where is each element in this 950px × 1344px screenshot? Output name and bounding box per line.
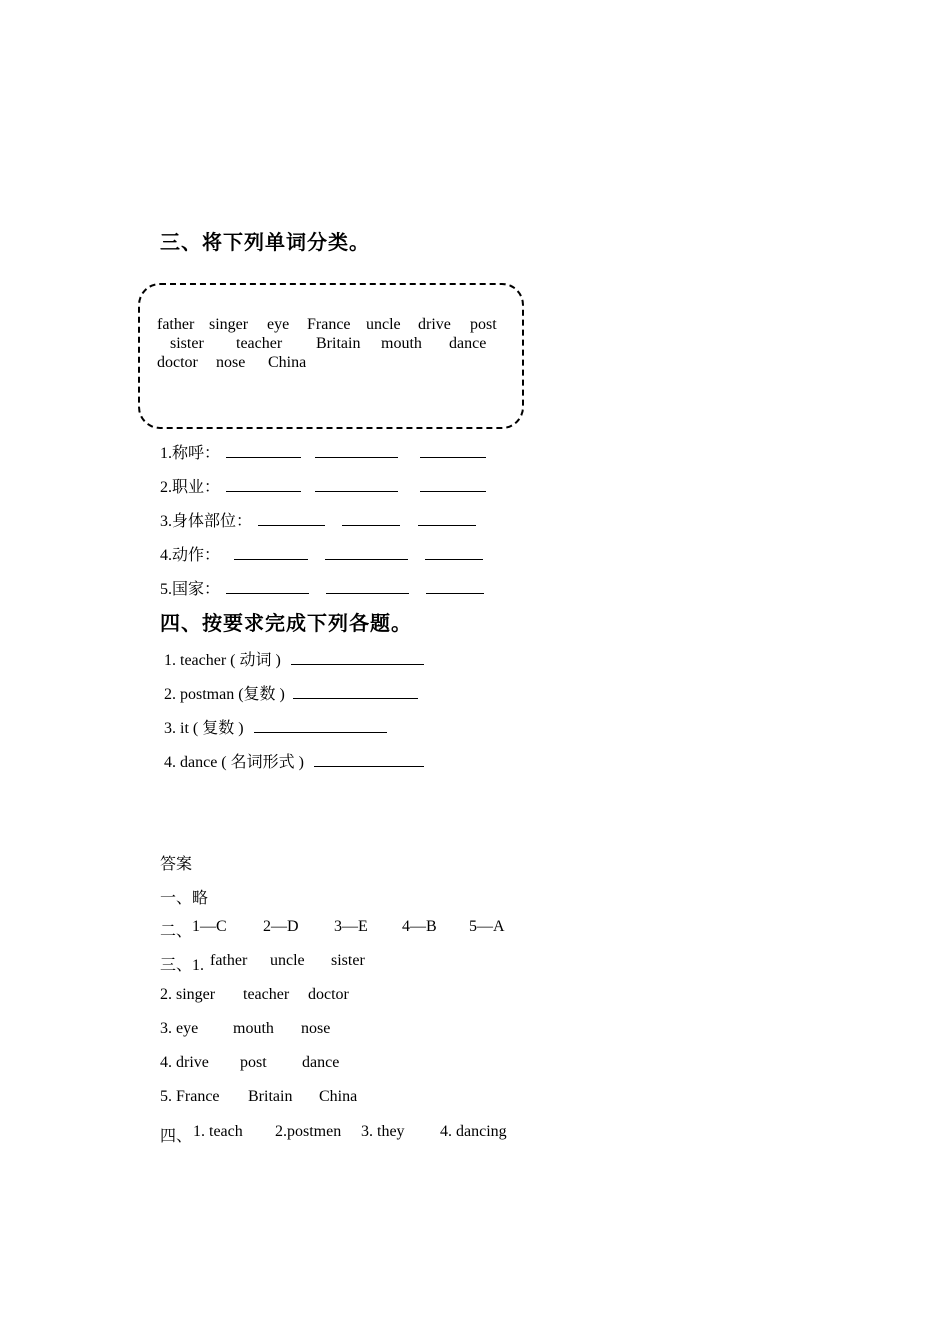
word-bank-word: mouth [381, 335, 422, 352]
answer-prefix: 4. [160, 1054, 172, 1071]
category-line-5 [160, 576, 484, 599]
category-line-1 [160, 440, 486, 463]
task-item-2 [164, 681, 418, 704]
answer-blank[interactable] [226, 443, 301, 458]
answer-blank[interactable] [291, 650, 424, 665]
word-bank-word: China [268, 354, 307, 371]
answer-prefix: 3. [160, 1020, 172, 1037]
answer-word: teacher [243, 986, 290, 1003]
answer-label: 二、 [160, 923, 193, 940]
answer-item: 4. dancing [440, 1123, 507, 1140]
answer-blank[interactable] [226, 477, 301, 492]
answer-word: China [319, 1088, 358, 1105]
task-prompt: 4. dance ( 名词形式 ) [164, 754, 304, 771]
category-line-2 [160, 474, 486, 497]
answer-item: 5—A [469, 918, 505, 935]
word-bank-word: father [157, 316, 195, 333]
answer-blank[interactable] [325, 545, 408, 560]
answers-title: 答案 [160, 856, 193, 873]
answer-blank[interactable] [418, 511, 476, 526]
answers-part-3-line-1 [0, 952, 600, 974]
answer-item: 4—B [402, 918, 437, 935]
word-bank-word: Britain [316, 335, 361, 352]
answers-part-1: 一、略 [160, 890, 209, 907]
answer-word: drive [176, 1054, 209, 1071]
answer-blank[interactable] [342, 511, 400, 526]
word-bank-word: nose [216, 354, 246, 371]
answers-part-3-line-5 [0, 1088, 600, 1110]
word-bank-word: uncle [366, 316, 401, 333]
answers-part-3-line-3 [0, 1020, 600, 1042]
answer-word: eye [176, 1020, 199, 1037]
task-item-1 [164, 647, 424, 670]
answer-prefix: 2. [160, 986, 172, 1003]
word-bank-word: dance [449, 335, 487, 352]
category-label: 4.动作： [160, 547, 221, 564]
answer-item: 2.postmen [275, 1123, 342, 1140]
answer-word: uncle [270, 952, 305, 969]
answer-word: post [240, 1054, 267, 1071]
answer-word: France [176, 1088, 220, 1105]
answer-blank[interactable] [420, 477, 486, 492]
category-label: 2.职业： [160, 479, 221, 496]
task-prompt: 1. teacher ( 动词 ) [164, 652, 281, 669]
task-prompt: 3. it ( 复数 ) [164, 720, 244, 737]
category-label: 3.身体部位： [160, 513, 253, 530]
answer-word: mouth [233, 1020, 274, 1037]
answer-item: 1. teach [193, 1123, 243, 1140]
answer-blank[interactable] [314, 752, 424, 767]
word-bank-word: doctor [157, 354, 198, 371]
answer-blank[interactable] [315, 443, 398, 458]
answer-item: 3—E [334, 918, 368, 935]
answers-part-3-line-4 [0, 1054, 600, 1076]
answer-blank[interactable] [254, 718, 387, 733]
answer-blank[interactable] [420, 443, 486, 458]
answer-blank[interactable] [426, 579, 484, 594]
category-label: 5.国家： [160, 581, 221, 598]
category-line-4 [160, 542, 483, 565]
section-3-heading: 三、将下列单词分类。 [160, 230, 370, 254]
answer-prefix: 5. [160, 1088, 172, 1105]
answer-word: sister [331, 952, 365, 969]
word-bank-word: France [307, 316, 351, 333]
task-prompt: 2. postman (复数 ) [164, 686, 285, 703]
answer-blank[interactable] [258, 511, 325, 526]
answers-part-3-line-2 [0, 986, 600, 1008]
answer-word: father [210, 952, 248, 969]
answer-label: 四、 [160, 1128, 193, 1145]
word-bank-word: singer [209, 316, 249, 333]
answer-blank[interactable] [315, 477, 398, 492]
answer-word: Britain [248, 1088, 293, 1105]
word-bank-word: eye [267, 316, 290, 333]
category-label: 1.称呼： [160, 445, 221, 462]
answer-word: nose [301, 1020, 331, 1037]
answer-item: 3. they [361, 1123, 405, 1140]
answer-word: singer [176, 986, 216, 1003]
answer-blank[interactable] [425, 545, 483, 560]
word-bank-word: drive [418, 316, 451, 333]
task-item-4 [164, 749, 424, 772]
answer-blank[interactable] [293, 684, 418, 699]
word-bank-word: post [470, 316, 497, 333]
task-item-3 [164, 715, 387, 738]
word-bank-word: teacher [236, 335, 283, 352]
answer-prefix: 三、1. [160, 957, 205, 974]
answer-item: 2—D [263, 918, 299, 935]
answer-blank[interactable] [326, 579, 409, 594]
category-line-3 [160, 508, 476, 531]
answers-part-4 [0, 1123, 600, 1145]
answers-part-2 [0, 918, 600, 940]
answer-word: dance [302, 1054, 340, 1071]
section-4-heading: 四、按要求完成下列各题。 [160, 611, 412, 635]
answer-item: 1—C [192, 918, 227, 935]
word-bank-word: sister [170, 335, 204, 352]
answer-blank[interactable] [226, 579, 309, 594]
answer-blank[interactable] [234, 545, 308, 560]
answer-word: doctor [308, 986, 349, 1003]
